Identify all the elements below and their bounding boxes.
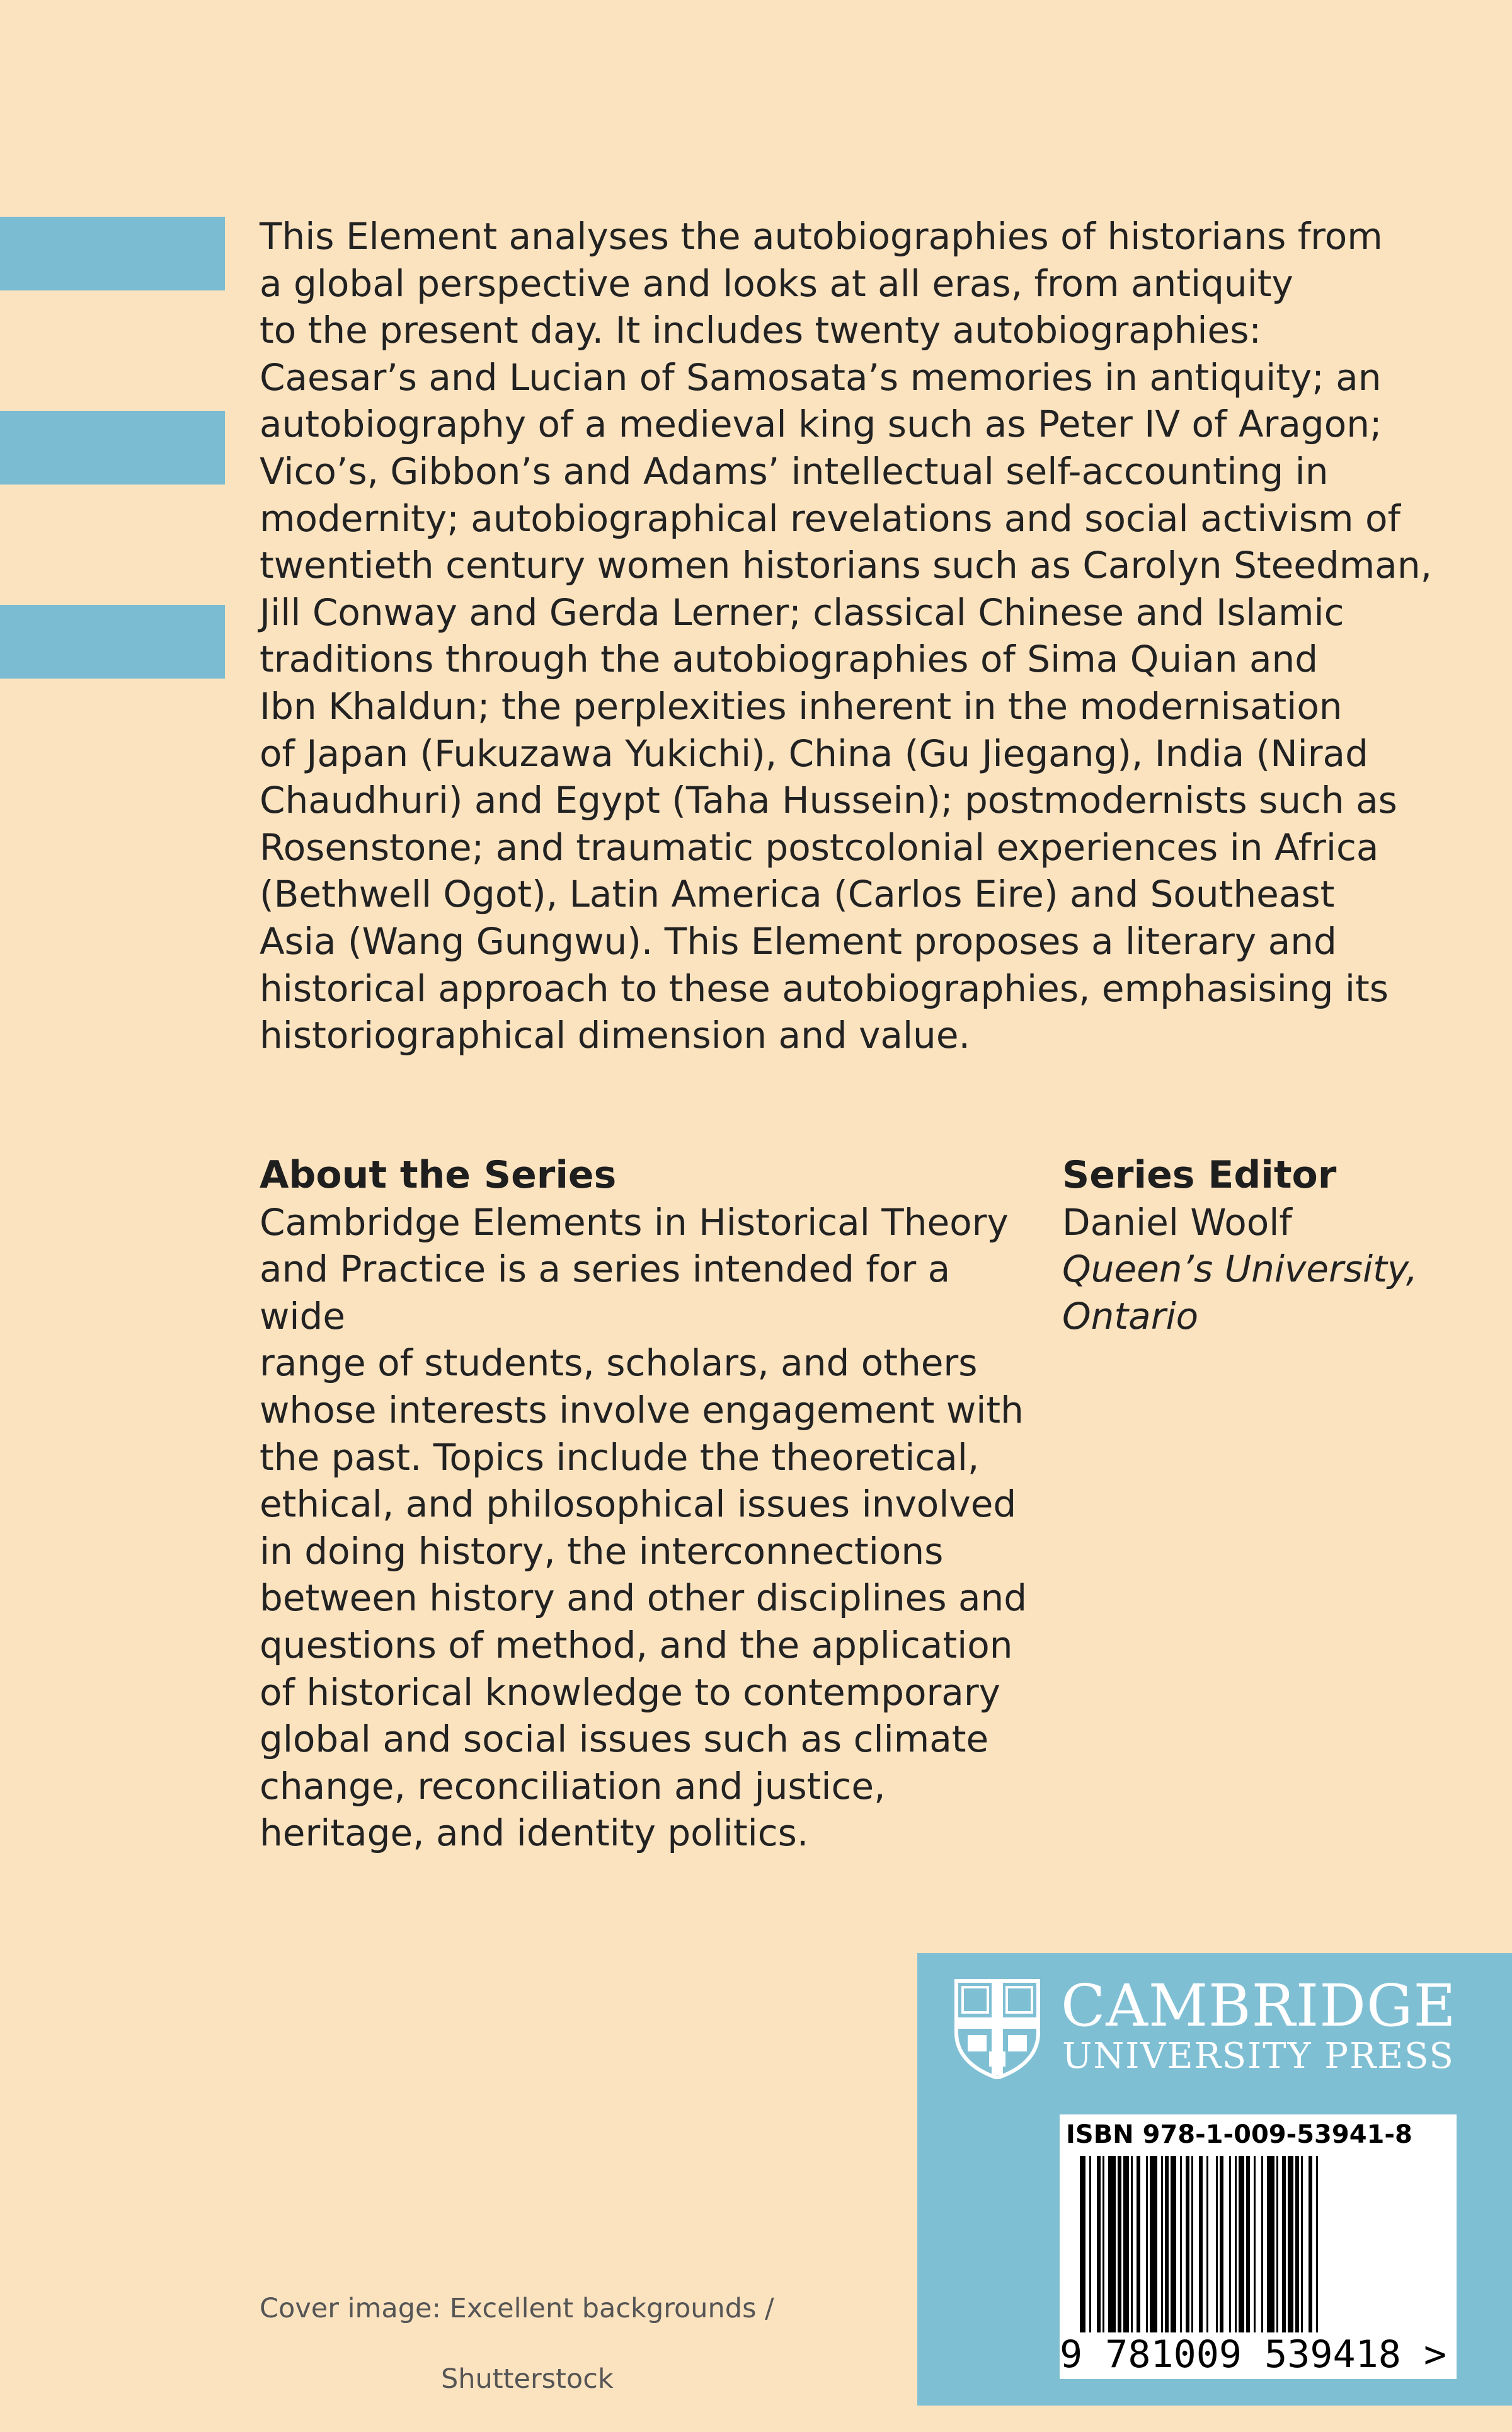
series-editor-section <box>1062 1152 1503 1339</box>
cover-credit-line1: Cover image: Excellent backgrounds / <box>260 2293 774 2324</box>
about-series-heading: About the Series <box>260 1153 617 1197</box>
series-editor-name: Daniel Woolf <box>1062 1200 1292 1244</box>
about-series-section <box>260 1152 1041 1857</box>
publisher-panel <box>917 1953 1512 2406</box>
book-description: This Element analyses the autobiographies of historians from a global perspective and looks at all eras, from antiquity to the present day. It includes twenty autobiographies: Caesar’s and Lucian of Samosata’s memories in antiquity; an autobiography of a medieval king such as Peter IV of Aragon; Vico’s, Gibbon’s and Adams’ intellectual self-accounting in modernity; autobiographical revelations and social activism of twentieth century women historians such as Carolyn Steedman, Jill Conway and Gerda Lerner; classical Chinese and Islamic traditions through the autobiographies of Sima Quian and Ibn Khaldun; the perplexities inherent in the modernisation of Japan (Fukuzawa Yukichi), China (Gu Jiegang), India (Nirad Chaudhuri) and Egypt (Taha Hussein); postmodernists such as Rosenstone; and traumatic postcolonial experiences in Africa (Bethwell Ogot), Latin America (Carlos Eire) and Southeast Asia (Wang Gungwu). This Element proposes a literary and historical approach to these autobiographies, emphasising its historiographical dimension and value. <box>260 215 1433 1057</box>
isbn-barcode-box <box>1060 2114 1457 2379</box>
publisher-subname: UNIVERSITY PRESS <box>1062 2036 1455 2077</box>
about-series-text: Cambridge Elements in Historical Theory and Practice is a series intended for a wide range of students, scholars, and others whose interests involve engagement with the past. Topics include the theoretical, ethical, and philosophical issues involved in doing history, the interconnections between history and other disciplines and questions of method, and the application of historical knowledge to contemporary global and social issues such as climate change, reconciliation and justice, heritage, and identity politics. <box>260 1200 1028 1855</box>
barcode-digits: 9 781009 539418 > <box>1060 2332 1447 2377</box>
isbn-label: ISBN 978-1-009-53941-8 <box>1066 2120 1412 2149</box>
publisher-name: CAMBRIDGE <box>1061 1972 1457 2039</box>
accent-stripe-3 <box>0 605 225 679</box>
series-editor-heading: Series Editor <box>1062 1153 1337 1197</box>
cover-credit-line2: Shutterstock <box>441 2363 614 2395</box>
cover-image-credit <box>260 2256 827 2432</box>
accent-stripe-2 <box>0 411 225 485</box>
cambridge-shield-icon <box>954 1978 1041 2079</box>
barcode-icon <box>1066 2156 1444 2339</box>
series-editor-affiliation: Queen’s University, Ontario <box>1062 1248 1418 1338</box>
accent-stripe-1 <box>0 217 225 290</box>
